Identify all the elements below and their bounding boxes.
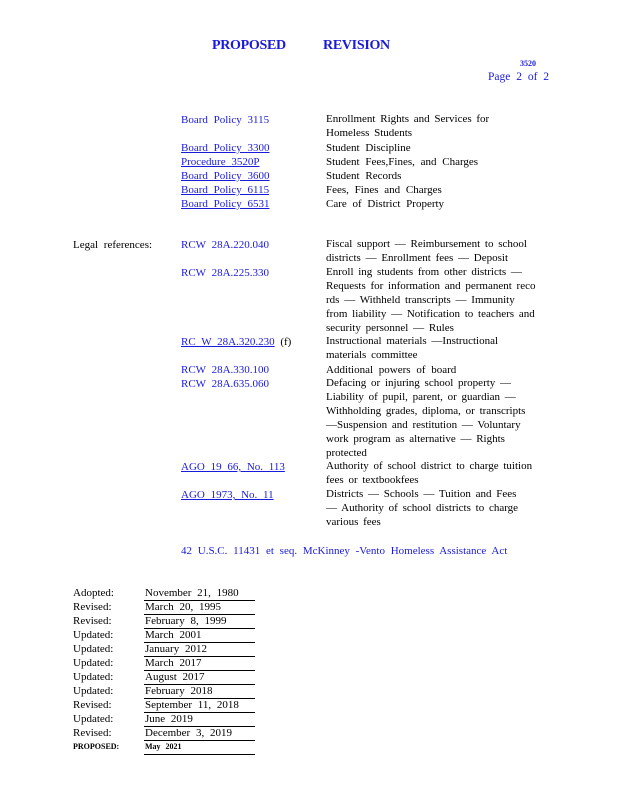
cross-ref-1-description: Student Discipline (326, 142, 411, 154)
legal-ref-0: RCW 28A.220.040 (181, 239, 270, 251)
document-title: PROPOSED REVISION (212, 38, 390, 53)
history-date: February 2018 (144, 684, 255, 699)
cross-ref-4-link[interactable]: Board Policy 6115 (181, 184, 270, 196)
page-indicator: Page 2 of 2 (488, 71, 550, 83)
history-label: Revised: (73, 601, 112, 613)
legal-ref-5-link[interactable]: AGO 19 66, No. 113 (181, 461, 285, 473)
history-date: May 2021 (144, 740, 255, 755)
history-date: September 11, 2018 (144, 698, 255, 713)
history-label: Adopted: (73, 587, 114, 599)
history-label: Revised: (73, 699, 112, 711)
usc-reference: 42 U.S.C. 11431 et seq. McKinney -Vento Homeless Assistance Act (181, 545, 508, 557)
history-label: PROPOSED: (73, 742, 120, 751)
cross-ref-1-link[interactable]: Board Policy 3300 (181, 142, 270, 154)
legal-ref-3-description: Additional powers of board (326, 364, 457, 376)
legal-ref-4: RCW 28A.635.060 (181, 378, 270, 390)
history-date: March 2017 (144, 656, 255, 671)
history-date: June 2019 (144, 712, 255, 727)
history-label: Revised: (73, 615, 112, 627)
legal-ref-2-row (181, 335, 291, 349)
history-label: Updated: (73, 713, 114, 725)
legal-ref-6-description: Districts — Schools — Tuition and Fees — Authority of school districts to charge various fees (326, 488, 519, 528)
legal-ref-1-description: Enroll ing students from other districts — Requests for information and permanent reco rds — Withheld transcripts — Immunity from liability — Notification to teachers and security personnel — Rules (326, 266, 536, 334)
cross-ref-3-description: Student Records (326, 170, 402, 182)
cross-ref-0-description: Enrollment Rights and Services for Homeless Students (326, 113, 490, 139)
history-date: March 20, 1995 (144, 600, 255, 615)
history-date: November 21, 1980 (144, 586, 255, 601)
history-label: Updated: (73, 685, 114, 697)
legal-ref-6-link[interactable]: AGO 1973, No. 11 (181, 489, 274, 501)
cross-ref-3-link[interactable]: Board Policy 3600 (181, 170, 270, 182)
legal-ref-3: RCW 28A.330.100 (181, 364, 270, 376)
history-date: March 2001 (144, 628, 255, 643)
cross-ref-0: Board Policy 3115 (181, 114, 270, 126)
policy-number: 3520 (520, 59, 536, 68)
history-label: Updated: (73, 643, 114, 655)
legal-ref-5-description: Authority of school district to charge tuition fees or textbookfees (326, 460, 533, 486)
history-label: Updated: (73, 629, 114, 641)
history-date: December 3, 2019 (144, 726, 255, 741)
cross-ref-2-description: Student Fees,Fines, and Charges (326, 156, 479, 168)
cross-ref-2-link[interactable]: Procedure 3520P (181, 156, 260, 168)
history-label: Updated: (73, 657, 114, 669)
legal-references-label: Legal references: (73, 239, 153, 251)
history-date: February 8, 1999 (144, 614, 255, 629)
cross-ref-5-description: Care of District Property (326, 198, 445, 210)
legal-ref-2-link[interactable]: RC W 28A.320.230 (181, 336, 275, 348)
legal-ref-2-description: Instructional materials —Instructional materials committee (326, 335, 499, 361)
legal-ref-2-suffix: (f) (280, 336, 292, 348)
history-date: January 2012 (144, 642, 255, 657)
history-date: August 2017 (144, 670, 255, 685)
history-label: Revised: (73, 727, 112, 739)
history-label: Updated: (73, 671, 114, 683)
legal-ref-0-description: Fiscal support — Reimbursement to school districts — Enrollment fees — Deposit (326, 238, 527, 264)
legal-ref-4-description: Defacing or injuring school property — Liability of pupil, parent, or guardian — Withholding grades, diploma, or transcripts —Suspension and restitution — Voluntary work program as alternative — Rights protected (326, 377, 526, 459)
cross-ref-4-description: Fees, Fines and Charges (326, 184, 442, 196)
cross-ref-5-link[interactable]: Board Policy 6531 (181, 198, 270, 210)
legal-ref-1: RCW 28A.225.330 (181, 267, 270, 279)
